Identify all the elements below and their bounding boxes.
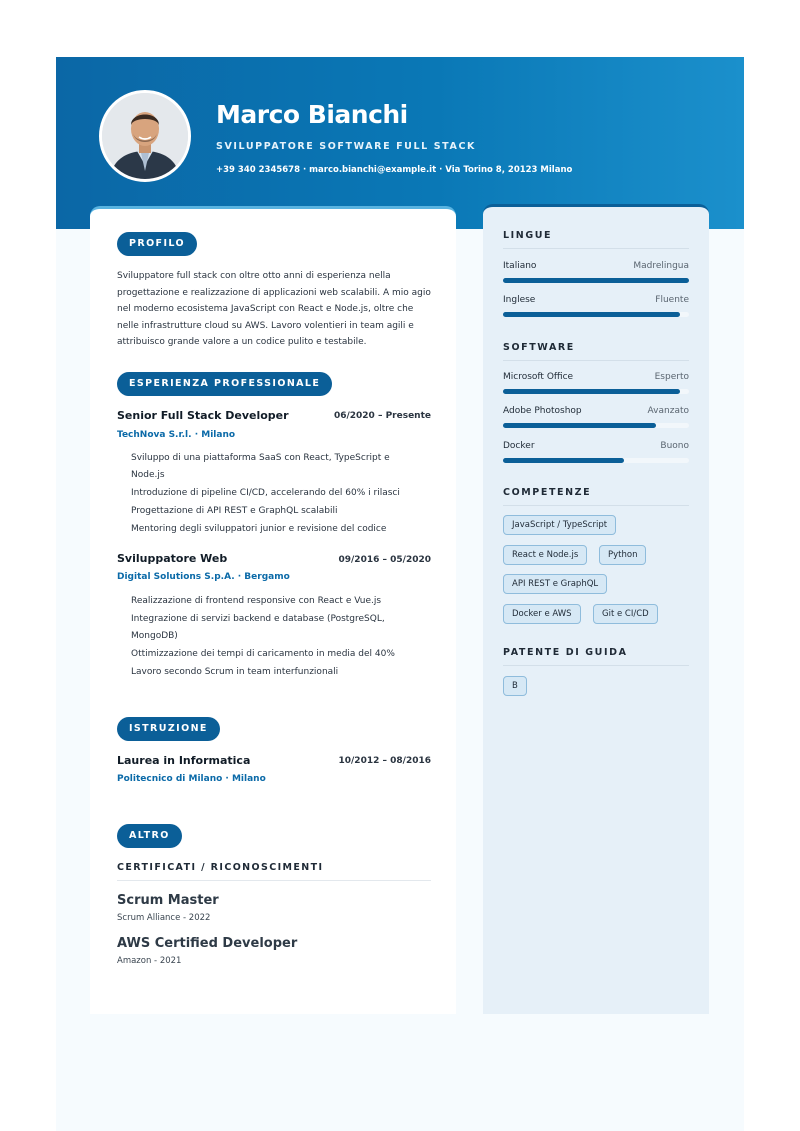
job-company: TechNova S.r.l. · Milano (117, 430, 236, 440)
certificates-heading: CERTIFICATI / RICONOSCIMENTI (117, 862, 431, 881)
list-item: Introduzione di pipeline CI/CD, accelerando del 60% i rilasci (131, 487, 400, 498)
certificate-issuer: Amazon - 2021 (117, 956, 182, 966)
education-dates: 10/2012 – 08/2016 (338, 756, 431, 766)
software-row (503, 441, 689, 471)
job-title: Senior Full Stack Developer (117, 409, 289, 422)
level-bar-fill (503, 312, 680, 317)
certificate-name: AWS Certified Developer (117, 936, 298, 951)
list-item: Realizzazione di frontend responsive con React e Vue.js (131, 596, 382, 606)
skill-tag: API REST e GraphQL (503, 574, 607, 594)
language-row (503, 295, 689, 325)
list-item: Progettazione di API REST e GraphQL scalabili (131, 505, 338, 516)
job-bullets (131, 593, 421, 682)
school-name: Politecnico di Milano · Milano (117, 774, 266, 784)
job-bullets (131, 450, 421, 539)
software-level: Esperto (654, 372, 689, 382)
software-name: Docker (503, 441, 535, 451)
contact-info: +39 340 2345678 · marco.bianchi@example.it · Via Torino 8, 20123 Milano (216, 165, 573, 175)
language-row (503, 261, 689, 291)
language-level: Fluente (655, 295, 689, 305)
skills-heading: COMPETENZE (503, 487, 689, 506)
level-bar-fill (503, 389, 680, 394)
level-bar-track (503, 278, 689, 283)
language-name: Italiano (503, 261, 537, 271)
level-bar-fill (503, 458, 624, 463)
license-heading: PATENTE DI GUIDA (503, 647, 689, 666)
license-tag: B (503, 676, 527, 696)
profile-photo (99, 90, 191, 182)
software-name: Microsoft Office (503, 372, 574, 382)
level-bar-track (503, 458, 689, 463)
software-level: Buono (660, 441, 689, 451)
job-role: SVILUPPATORE SOFTWARE FULL STACK (216, 141, 476, 152)
degree-title: Laurea in Informatica (117, 754, 251, 767)
level-bar-track (503, 423, 689, 428)
section-heading-experience: ESPERIENZA PROFESSIONALE (117, 372, 332, 396)
section-heading-profile: PROFILO (117, 232, 197, 256)
job-dates: 06/2020 – Presente (333, 411, 431, 421)
level-bar-fill (503, 278, 689, 283)
language-name: Inglese (503, 295, 536, 305)
language-level: Madrelingua (633, 261, 689, 271)
software-level: Avanzato (647, 406, 689, 416)
section-heading-other: ALTRO (117, 824, 182, 848)
software-row (503, 406, 689, 436)
level-bar-track (503, 389, 689, 394)
list-item: Integrazione di servizi backend e database (PostgreSQL, MongoDB) (131, 614, 385, 641)
certificate-issuer: Scrum Alliance - 2022 (117, 913, 211, 923)
software-heading: SOFTWARE (503, 342, 689, 361)
list-item: Lavoro secondo Scrum in team interfunzionali (131, 667, 339, 678)
skill-tag: JavaScript / TypeScript (503, 515, 616, 535)
job-company: Digital Solutions S.p.A. · Bergamo (117, 572, 290, 582)
software-name: Adobe Photoshop (503, 406, 582, 416)
skill-tag: Docker e AWS (503, 604, 581, 624)
skill-tag: Git e CI/CD (593, 604, 658, 624)
certificate-name: Scrum Master (117, 893, 219, 908)
job-title: Sviluppatore Web (117, 552, 228, 565)
skill-tag: React e Node.js (503, 545, 587, 565)
level-bar-track (503, 312, 689, 317)
profile-text: Sviluppatore full stack con oltre otto anni di esperienza nella progettazione e realizzazione di applicazioni web scalabili. A mio agio nel moderno ecosistema JavaScript con React e Node.js, oltre che nelle infrastrutture cloud su AWS. Lavoro volentieri in team agili e attribuisco grande valore a un codice pulito e testabile. (117, 271, 431, 348)
level-bar-fill (503, 423, 656, 428)
list-item: Ottimizzazione dei tempi di caricamento in media del 40% (131, 648, 395, 659)
candidate-name: Marco Bianchi (216, 100, 408, 129)
job-dates: 09/2016 – 05/2020 (338, 555, 431, 565)
section-heading-education: ISTRUZIONE (117, 717, 220, 741)
list-item: Mentoring degli sviluppatori junior e revisione del codice (131, 524, 387, 535)
list-item: Sviluppo di una piattaforma SaaS con React, TypeScript e Node.js (131, 453, 390, 480)
skill-tag: Python (599, 545, 646, 565)
languages-heading: LINGUE (503, 230, 689, 249)
software-row (503, 372, 689, 402)
